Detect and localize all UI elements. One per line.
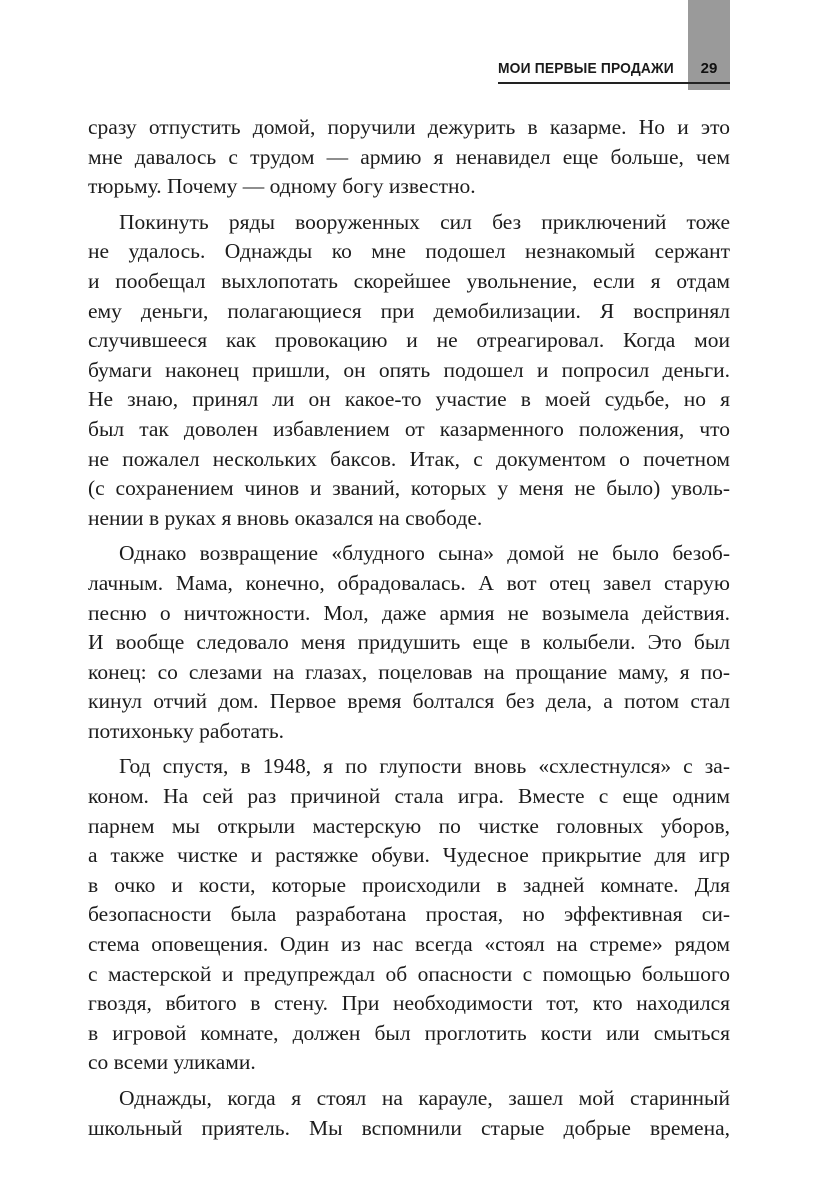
text-line: коном. На сей раз причиной стала игра. Вместе с еще одним <box>88 784 730 809</box>
body-text <box>88 113 730 1143</box>
text-line: а также чистке и растяжке обуви. Чудесное прикрытие для игр <box>88 843 730 868</box>
text-line: не пожалел нескольких баксов. Итак, с документом о почетном <box>88 446 730 471</box>
header-rule <box>498 82 730 84</box>
text-line: стема оповещения. Один из нас всегда «стоял на стреме» рядом <box>88 932 730 957</box>
text-line: школьный приятель. Мы вспомнили старые добрые времена, <box>88 1115 730 1140</box>
text-line: Не знаю, принял ли он какое-то участие в моей судьбе, но я <box>88 387 730 412</box>
running-title: МОИ ПЕРВЫЕ ПРОДАЖИ <box>498 60 674 77</box>
text-line: лачным. Мама, конечно, обрадовалась. А вот отец завел старую <box>88 570 730 595</box>
text-line: парнем мы открыли мастерскую по чистке головных уборов, <box>88 813 730 838</box>
text-line: со всеми уликами. <box>88 1050 256 1075</box>
text-line: был так доволен избавлением от казарменного положения, что <box>88 416 730 441</box>
text-line: конец: со слезами на глазах, поцеловав на прощание маму, я по- <box>88 659 730 684</box>
text-line: (с сохранением чинов и званий, которых у меня не было) уволь- <box>88 476 730 501</box>
text-line: в очко и кости, которые происходили в задней комнате. Для <box>88 872 730 897</box>
text-line: песню о ничтожности. Мол, даже армия не возымела действия. <box>88 600 730 625</box>
text-line: случившееся как провокацию и не отреагировал. Когда мои <box>88 328 730 353</box>
text-line: Однажды, когда я стоял на карауле, зашел мой старинный <box>119 1086 730 1110</box>
text-line: гвоздя, вбитого в стену. При необходимости тот, кто находился <box>88 991 730 1016</box>
text-line: в игровой комнате, должен был проглотить кости или смыться <box>88 1020 730 1045</box>
text-line: бумаги наконец пришли, он опять подошел и попросил деньги. <box>88 357 730 382</box>
text-line: не удалось. Однажды ко мне подошел незнакомый сержант <box>88 239 730 264</box>
text-line: потихоньку работать. <box>88 718 285 743</box>
text-line: ему деньги, полагающиеся при демобилизации. Я воспринял <box>88 298 730 323</box>
text-line: мне давалось с трудом — армию я ненавидел еще больше, чем <box>88 144 730 169</box>
text-line: тюрьму. Почему — одному богу известно. <box>88 174 476 199</box>
text-line: Год спустя, в 1948, я по глупости вновь «схлестнулся» с за- <box>119 754 730 779</box>
page-number: 29 <box>700 60 718 77</box>
text-line: с мастерской и предупреждал об опасности с помощью большого <box>88 961 730 986</box>
text-line: кинул отчий дом. Первое время болтался без дела, а потом стал <box>88 689 730 714</box>
text-line: нении в руках я вновь оказался на свободе. <box>88 505 483 530</box>
text-line: И вообще следовало меня придушить еще в колыбели. Это был <box>88 630 730 655</box>
text-line: Покинуть ряды вооруженных сил без приключений тоже <box>119 209 730 234</box>
text-line: сразу отпустить домой, поручили дежурить в казарме. Но и это <box>88 115 730 139</box>
text-line: Однако возвращение «блудного сына» домой не было безоб- <box>119 541 730 566</box>
text-line: и пообещал выхлопотать скорейшее увольнение, если я отдам <box>88 268 730 293</box>
text-line: безопасности была разработана простая, но эффективная си- <box>88 902 730 927</box>
